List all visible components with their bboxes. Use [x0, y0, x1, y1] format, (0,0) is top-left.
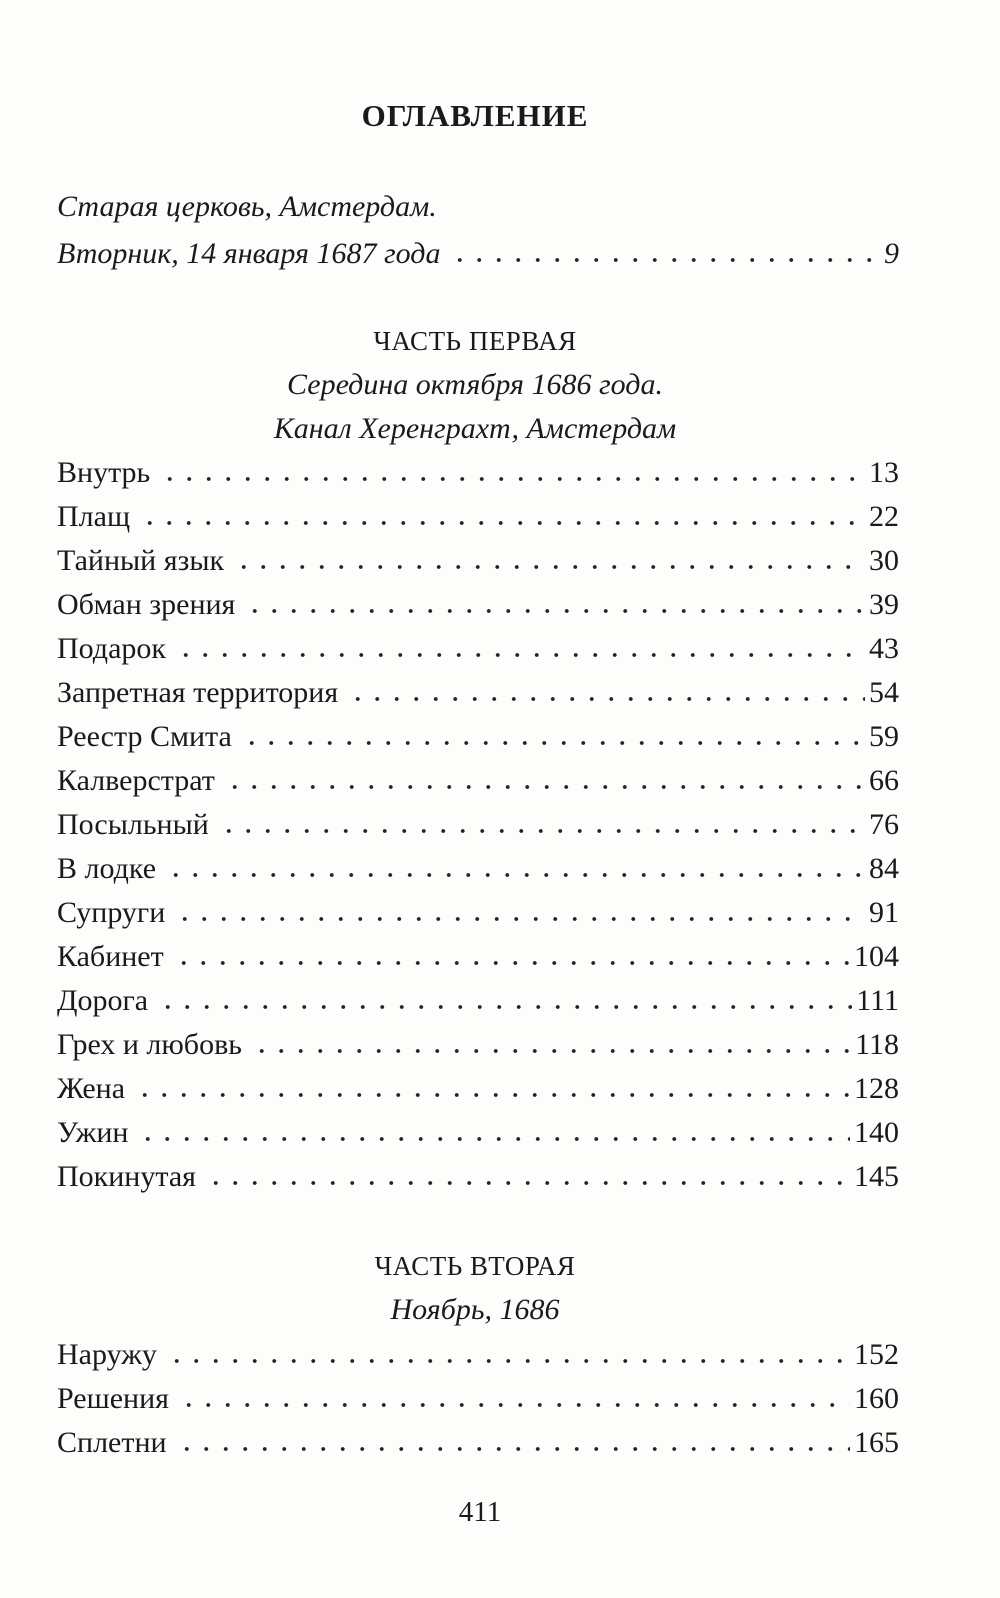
leader-dots	[219, 828, 865, 834]
toc-entry	[57, 673, 899, 713]
entry-page: 104	[854, 940, 899, 973]
toc-entry	[57, 497, 899, 537]
entry-page: 66	[869, 764, 899, 797]
entry-label: Запретная территория	[57, 676, 339, 709]
entry-page: 152	[854, 1338, 899, 1371]
toc-entry	[57, 849, 899, 889]
leader-dots	[179, 1402, 850, 1408]
part-2-heading: ЧАСТЬ ВТОРАЯ	[374, 1251, 576, 1281]
entry-label: Тайный язык	[57, 544, 225, 577]
leader-dots	[174, 960, 850, 966]
entry-page: 13	[869, 456, 899, 489]
leader-dots	[167, 1358, 850, 1364]
entry-label: Подарок	[57, 632, 166, 665]
entry-label: Наружу	[57, 1338, 157, 1371]
toc-entry	[57, 1157, 899, 1197]
toc-entry	[57, 981, 899, 1021]
entry-label: Супруги	[57, 896, 166, 929]
page-title: ОГЛАВЛЕНИЕ	[361, 98, 589, 133]
toc-entry	[57, 1379, 899, 1419]
entry-page: 54	[869, 676, 899, 709]
entry-label: В лодке	[57, 852, 157, 885]
toc-entry	[57, 1113, 899, 1153]
entry-label: Дорога	[57, 984, 149, 1017]
part-1-subtitle-1: Середина октября 1686 года.	[287, 368, 663, 401]
entry-page: 9	[884, 237, 899, 270]
entry-label: Жена	[57, 1072, 126, 1105]
leader-dots	[158, 1004, 852, 1010]
leader-dots	[140, 520, 865, 526]
toc-entry	[57, 541, 899, 581]
entry-page: 76	[869, 808, 899, 841]
entry-label: Кабинет	[57, 940, 164, 973]
toc-entry	[57, 893, 899, 933]
entry-label: Грех и любовь	[57, 1028, 242, 1061]
leader-dots	[135, 1092, 850, 1098]
leader-dots	[450, 257, 880, 263]
toc-entry	[57, 629, 899, 669]
entry-page: 84	[869, 852, 899, 885]
toc-entry-prologue	[57, 234, 899, 274]
entry-label: Сплетни	[57, 1426, 167, 1459]
leader-dots	[348, 696, 865, 702]
leader-dots	[225, 784, 865, 790]
entry-page: 59	[869, 720, 899, 753]
prologue-line-1: Старая церковь, Амстердам.	[57, 190, 437, 223]
part-2-subtitle: Ноябрь, 1686	[390, 1293, 560, 1326]
leader-dots	[252, 1048, 851, 1054]
entry-page: 145	[854, 1160, 899, 1193]
entry-page: 22	[869, 500, 899, 533]
entry-page: 165	[854, 1426, 899, 1459]
toc-entry	[57, 761, 899, 801]
entry-page: 111	[856, 984, 899, 1017]
entry-label: Посыльный	[57, 808, 209, 841]
entry-label: Вторник, 14 января 1687 года	[57, 237, 441, 270]
toc-entry	[57, 717, 899, 757]
page-number: 411	[458, 1496, 502, 1528]
entry-page: 140	[854, 1116, 899, 1149]
leader-dots	[175, 916, 865, 922]
entry-page: 30	[869, 544, 899, 577]
leader-dots	[177, 1446, 850, 1452]
toc-entry	[57, 453, 899, 493]
part-1-heading: ЧАСТЬ ПЕРВАЯ	[373, 326, 577, 356]
entry-label: Покинутая	[57, 1160, 196, 1193]
entry-page: 160	[854, 1382, 899, 1415]
entry-page: 91	[869, 896, 899, 929]
leader-dots	[166, 872, 865, 878]
entry-label: Реестр Смита	[57, 720, 232, 753]
leader-dots	[160, 476, 865, 482]
entry-page: 39	[869, 588, 899, 621]
entry-label: Обман зрения	[57, 588, 236, 621]
entry-page: 128	[854, 1072, 899, 1105]
entry-page: 43	[869, 632, 899, 665]
leader-dots	[234, 564, 865, 570]
entry-page: 118	[855, 1028, 899, 1061]
toc-entry	[57, 1423, 899, 1463]
leader-dots	[245, 608, 865, 614]
entry-label: Плащ	[57, 500, 131, 533]
toc-entry	[57, 1069, 899, 1109]
toc-entry	[57, 805, 899, 845]
leader-dots	[206, 1180, 850, 1186]
entry-label: Калверстрат	[57, 764, 215, 797]
toc-entry	[57, 585, 899, 625]
leader-dots	[138, 1136, 850, 1142]
toc-entry	[57, 1025, 899, 1065]
entry-label: Ужин	[57, 1116, 129, 1149]
toc-entry	[57, 937, 899, 977]
leader-dots	[176, 652, 865, 658]
entry-label: Внутрь	[57, 456, 151, 489]
toc-entry	[57, 1335, 899, 1375]
leader-dots	[242, 740, 865, 746]
part-1-subtitle-2: Канал Херенграхт, Амстердам	[273, 412, 677, 445]
entry-label: Решения	[57, 1382, 169, 1415]
